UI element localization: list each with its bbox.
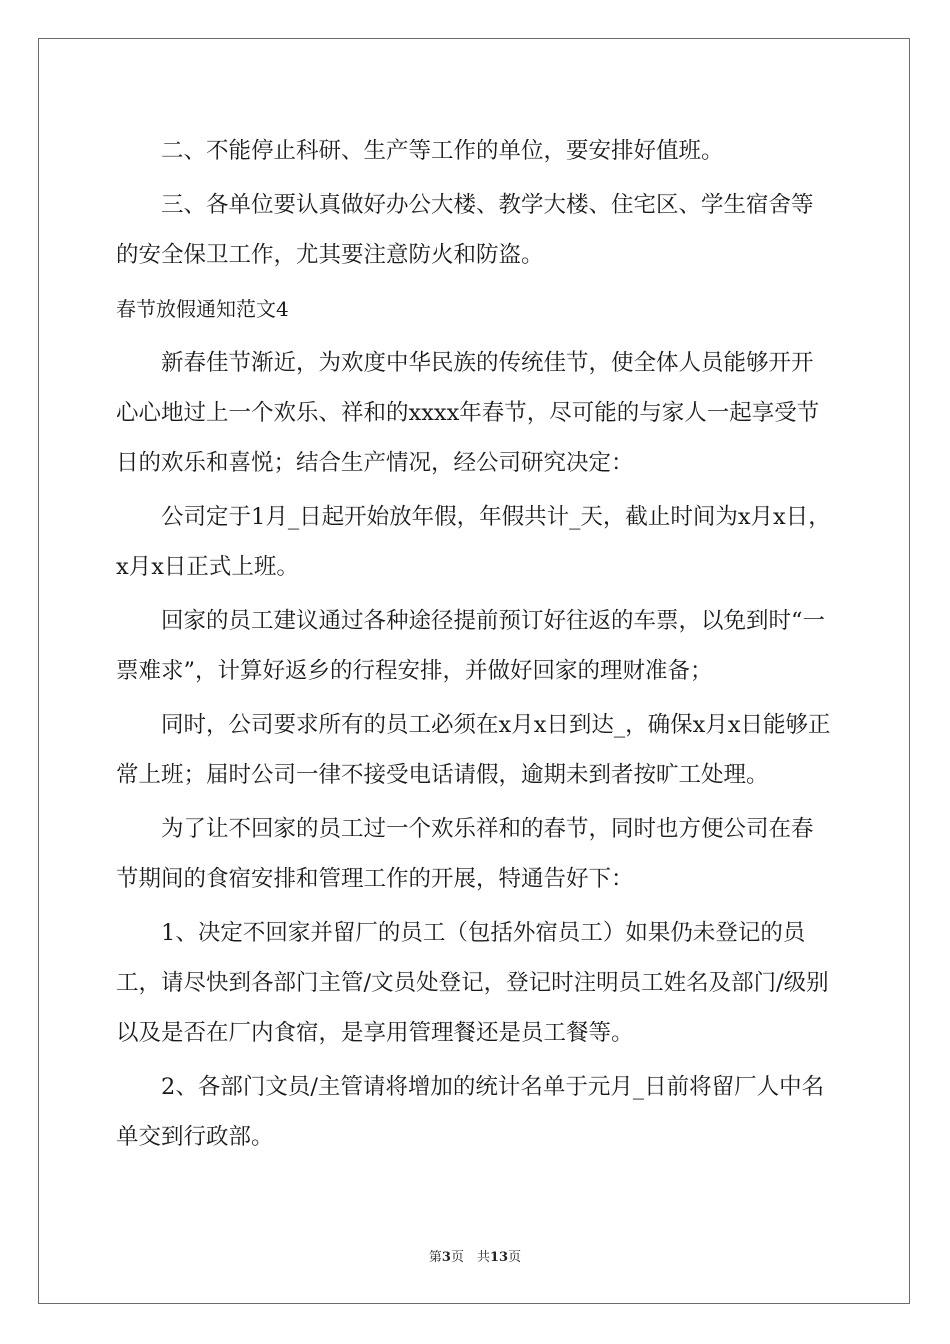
body-paragraph: 三、各单位要认真做好办公大楼、教学大楼、住宅区、学生宿舍等的安全保卫工作，尤其要注意防火和防盗。 (116, 192, 814, 268)
page-footer (0, 1246, 950, 1265)
total-page-number: 13 (489, 1250, 509, 1265)
body-paragraph: 新春佳节渐近，为欢度中华民族的传统佳节，使全体人员能够开开心心地过上一个欢乐、祥和的xxxx年春节，尽可能的与家人一起享受节日的欢乐和喜悦；结合生产情况，经公司研究决定： (116, 350, 820, 476)
document-body (116, 126, 832, 1166)
footer-suffix: 页 (508, 1250, 522, 1265)
current-page-number: 3 (441, 1250, 451, 1265)
body-paragraph: 同时，公司要求所有的员工必须在x月x日到达_，确保x月x日能够正常上班；届时公司一律不接受电话请假，逾期未到者按旷工处理。 (116, 712, 831, 788)
body-paragraph: 1、决定不回家并留厂的员工（包括外宿员工）如果仍未登记的员工，请尽快到各部门主管/文员处登记，登记时注明员工姓名及部门/级别以及是否在厂内食宿，是享用管理餐还是员工餐等。 (116, 920, 829, 1046)
body-paragraph: 回家的员工建议通过各种途径提前预订好往返的车票，以免到时“一票难求”，计算好返乡的行程安排，并做好回家的理财准备； (116, 608, 826, 684)
body-paragraph: 公司定于1月_日起开始放年假，年假共计_天，截止时间为x月x日，x月x日正式上班。 (116, 504, 831, 580)
body-paragraph: 二、不能停止科研、生产等工作的单位，要安排好值班。 (161, 138, 724, 164)
section-heading: 春节放假通知范文4 (116, 297, 289, 321)
body-paragraph: 2、各部门文员/主管请将增加的统计名单于元月_日前将留厂人中名单交到行政部。 (116, 1074, 825, 1150)
body-paragraph: 为了让不回家的员工过一个欢乐祥和的春节，同时也方便公司在春节期间的食宿安排和管理工作的开展，特通告好下： (116, 816, 814, 892)
footer-mid: 页 共 (450, 1250, 490, 1265)
footer-prefix: 第 (428, 1250, 442, 1265)
